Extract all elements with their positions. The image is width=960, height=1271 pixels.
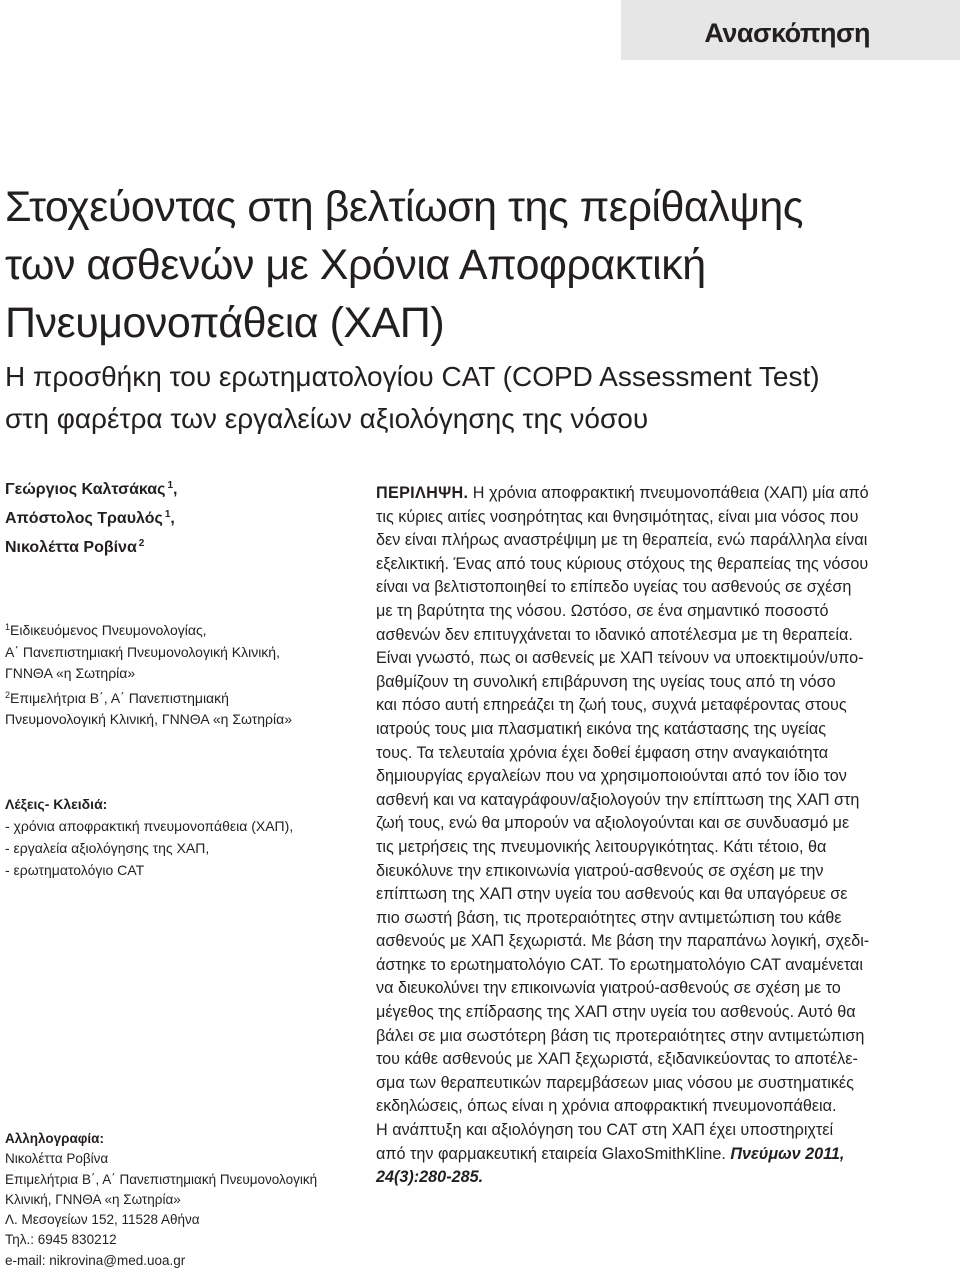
abstract-body bbox=[376, 506, 940, 1143]
abstract-line: και πόσο αυτή επηρεάζει τη ζωή τους, συχνά μεταφέροντας στους bbox=[376, 696, 847, 715]
section-label: Ανασκόπηση bbox=[704, 18, 870, 48]
author-affiliation-mark: 1 bbox=[167, 480, 174, 491]
abstract-heading: ΠΕΡΙΛΗΨΗ. bbox=[376, 484, 469, 502]
author-name: Γεώργιος Καλτσάκας bbox=[5, 481, 166, 498]
abstract-line: ασθενών δεν επιτυγχάνεται το ιδανικό αποτέλεσμα με τη θεραπεία. bbox=[376, 625, 853, 644]
abstract-line: εκδηλώσεις, όπως είναι η χρόνια αποφρακτική πνευμονοπάθεια. bbox=[376, 1097, 837, 1116]
subtitle-line: Η προσθήκη του ερωτηματολογίου CAT (COPD Assessment Test) bbox=[5, 361, 820, 392]
title-line: Πνευμονοπάθεια (ΧΑΠ) bbox=[5, 299, 445, 347]
author bbox=[5, 531, 335, 560]
author-name: Απόστολος Τραυλός bbox=[5, 510, 163, 527]
abstract-line bbox=[376, 1143, 940, 1167]
correspondence-line: Λ. Μεσογείων 152, 11528 Αθήνα bbox=[5, 1212, 200, 1228]
abstract-line: σμα των θεραπευτικών παρεμβάσεων μιας νόσου με συστηματικές bbox=[376, 1073, 854, 1092]
abstract-line bbox=[376, 1166, 940, 1190]
abstract-line: τους. Τα τελευταία χρόνια έχει δοθεί έμφαση στην αναγκαιότητα bbox=[376, 743, 829, 762]
journal-citation: Πνεύμων 2011, bbox=[730, 1144, 845, 1163]
correspondence-line: Νικολέττα Ροβίνα bbox=[5, 1151, 109, 1167]
keyword-item: - χρόνια αποφρακτική πνευμονοπάθεια (ΧΑΠ), bbox=[5, 818, 294, 834]
affiliations bbox=[5, 617, 335, 731]
subtitle-line: στη φαρέτρα των εργαλείων αξιολόγησης της νόσου bbox=[5, 403, 649, 434]
abstract-line bbox=[376, 482, 940, 506]
correspondence-line: Επιμελήτρια Β΄, Α΄ Πανεπιστημιακή Πνευμονολογική bbox=[5, 1171, 318, 1187]
abstract-text: Η χρόνια αποφρακτική πνευμονοπάθεια (ΧΑΠ) μία από bbox=[472, 484, 869, 502]
abstract-line: ιατρούς τους μια πλασματική εικόνα της κατάστασης της υγείας bbox=[376, 719, 827, 738]
affiliation-text: Ειδικευόμενος Πνευμονολογίας, bbox=[10, 622, 207, 638]
affiliation-line: Α΄ Πανεπιστημιακή Πνευμονολογική Κλινική, bbox=[5, 643, 280, 660]
correspondence-line: Κλινική, ΓΝΝΘΑ «η Σωτηρία» bbox=[5, 1191, 181, 1207]
author-affiliation-mark: 2 bbox=[138, 538, 145, 549]
author-separator: , bbox=[170, 510, 175, 527]
keyword-item: - εργαλεία αξιολόγησης της ΧΑΠ, bbox=[5, 840, 210, 856]
keyword-item: - ερωτηματολόγιο CAT bbox=[5, 862, 145, 878]
section-tab bbox=[621, 0, 960, 60]
correspondence bbox=[5, 1129, 335, 1271]
keywords bbox=[5, 793, 335, 881]
abstract-line: επίπτωση της ΧΑΠ στην υγεία του ασθενούς και θα υπαγόρευε σε bbox=[376, 885, 848, 904]
abstract-text: από την φαρμακευτική εταιρεία GlaxoSmithKline. bbox=[376, 1144, 731, 1163]
title-line: των ασθενών με Χρόνια Αποφρακτική bbox=[5, 241, 706, 289]
affiliation-line bbox=[5, 617, 335, 642]
abstract bbox=[376, 482, 940, 1190]
abstract-line: πιο σωστή βάση, τις προτεραιότητες στην αντιμετώπιση του κάθε bbox=[376, 908, 842, 927]
affiliation-line bbox=[5, 685, 335, 710]
article-subtitle bbox=[5, 356, 955, 440]
affiliation-mark: 2 bbox=[5, 689, 11, 700]
abstract-line: είναι να βελτιστοποιηθεί το επίπεδο υγείας του ασθενούς σε σχέση bbox=[376, 578, 852, 597]
abstract-line: Είναι γνωστό, πως οι ασθενείς με ΧΑΠ τείνουν να υποεκτιμούν/υπο- bbox=[376, 649, 864, 668]
abstract-line: βάλει σε μια σωστότερη βάση τις προτεραιότητες στην αντιμετώπιση bbox=[376, 1026, 865, 1045]
abstract-line: του κάθε ασθενούς με ΧΑΠ ξεχωριστά, εξιδανικεύοντας το αποτέλε- bbox=[376, 1050, 858, 1069]
article-title bbox=[5, 178, 955, 352]
abstract-line: Η ανάπτυξη και αξιολόγηση του CAT στη ΧΑΠ έχει υποστηριχτεί bbox=[376, 1121, 834, 1140]
abstract-line: τις κύριες αιτίες νοσηρότητας και θνησιμότητας, είναι μια νόσος που bbox=[376, 507, 859, 526]
abstract-line: βαθμίζουν τη συνολική επιβάρυνση της υγείας τους από τη νόσο bbox=[376, 672, 836, 691]
keywords-heading: Λέξεις- Κλειδιά: bbox=[5, 796, 108, 812]
abstract-line: δημιουργίας εργαλείων που να χρησιμοποιούνται από τον ίδιο τον bbox=[376, 767, 847, 786]
abstract-line: να διευκολύνει την επικοινωνία γιατρού-ασθενούς σε σχέση με το bbox=[376, 979, 841, 998]
affiliation-text: Επιμελήτρια Β΄, Α΄ Πανεπιστημιακή bbox=[10, 689, 229, 706]
abstract-line: ασθενούς με ΧΑΠ ξεχωριστά. Με βάση την παραπάνω λογική, σχεδι- bbox=[376, 932, 870, 951]
abstract-line: εξελικτική. Ένας από τους κύριους στόχους της θεραπείας της νόσου bbox=[376, 554, 869, 573]
abstract-line: με τη βαρύτητα της νόσου. Ωστόσο, σε ένα σημαντικό ποσοστό bbox=[376, 601, 829, 620]
abstract-line: άστηκε το ερωτηματολόγιο CAT. Το ερωτηματολόγιο CAT αναμένεται bbox=[376, 955, 863, 974]
abstract-line: μέγεθος της επίδρασης της ΧΑΠ στην υγεία του ασθενούς. Αυτό θα bbox=[376, 1003, 856, 1022]
author-affiliation-mark: 1 bbox=[164, 509, 171, 520]
abstract-line: ασθενή και να καταγράφουν/αξιολογούν την επίπτωση της ΧΑΠ στη bbox=[376, 790, 860, 809]
affiliation-line: Πνευμονολογική Κλινική, ΓΝΝΘΑ «η Σωτηρία» bbox=[5, 711, 293, 727]
title-line: Στοχεύοντας στη βελτίωση της περίθαλψης bbox=[5, 183, 804, 231]
correspondence-line: Τηλ.: 6945 830212 bbox=[5, 1232, 117, 1248]
journal-citation-pages: 24(3):280-285. bbox=[376, 1168, 484, 1187]
abstract-line: διευκόλυνε την επικοινωνία γιατρού-ασθενούς σε σχέση με την bbox=[376, 861, 824, 880]
author-name: Νικολέττα Ροβίνα bbox=[5, 539, 137, 556]
author-separator: , bbox=[173, 481, 178, 498]
author bbox=[5, 502, 335, 531]
affiliation-mark: 1 bbox=[5, 622, 11, 632]
abstract-line: ζωή τους, ενώ θα μπορούν να αξιολογούνται και σε συνδυασμό με bbox=[376, 814, 850, 833]
abstract-line: δεν είναι πλήρως αναστρέψιμη με τη θεραπεία, ενώ παράλληλα είναι bbox=[376, 531, 868, 550]
abstract-line: τις μετρήσεις της πνευμονικής λειτουργικότητας. Κάτι τέτοιο, θα bbox=[376, 837, 827, 856]
correspondence-email: e-mail: nikrovina@med.uoa.gr bbox=[5, 1252, 186, 1268]
author-list bbox=[5, 473, 335, 560]
affiliation-line: ΓΝΝΘΑ «η Σωτηρία» bbox=[5, 665, 136, 681]
correspondence-heading: Αλληλογραφία: bbox=[5, 1131, 104, 1146]
author bbox=[5, 473, 335, 502]
